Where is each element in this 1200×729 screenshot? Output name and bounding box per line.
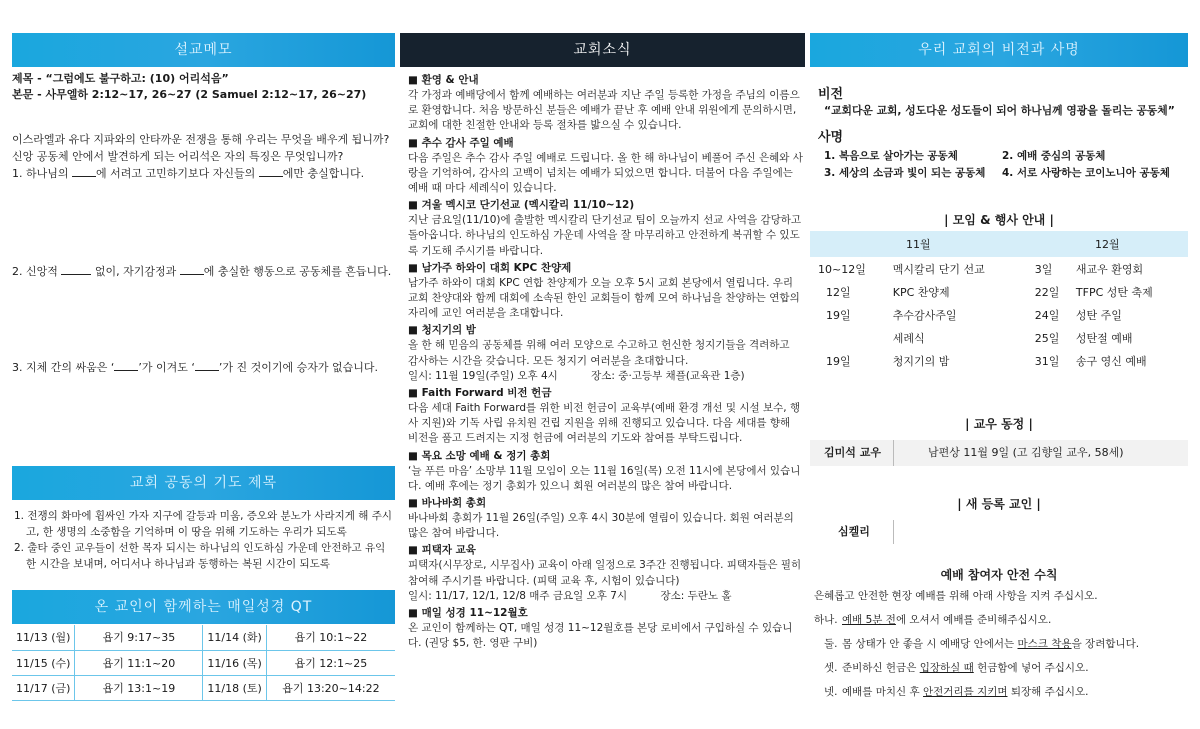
event-date: 10~12일 [818, 262, 866, 276]
mission-item: 2. 예배 중심의 공동체 [1002, 150, 1106, 162]
new-members-title: | 새 등록 교인 | [957, 497, 1041, 511]
safety-number: 셋. [824, 662, 838, 674]
sermon-title [12, 71, 366, 103]
prayer-item: 2. 출타 중인 교우들이 선한 목자 되시는 하나님의 인도하심 가운데 안전하고 유익한 시간을 보내며, 어디서나 하나님과 동행하는 복된 시간이 되도록 [14, 542, 386, 570]
news-body: 바나바회 총회가 11월 26일(주일) 오후 4시 30분에 열림이 있습니다. 회원 여러분의 많은 참여 바랍니다. [408, 512, 794, 540]
news-title: ■ 매일 성경 11~12월호 [408, 607, 528, 620]
news-title: ■ 청지기의 밤 [408, 324, 476, 337]
news-title: ■ 겨울 멕시코 단기선교 (멕시칼리 11/10~12) [408, 199, 635, 212]
fill-blank [72, 166, 96, 177]
news-title: ■ 환영 & 안내 [408, 74, 479, 86]
sermon-question-1 [12, 165, 389, 182]
vision-label: 비전 [818, 87, 844, 102]
fill-blank [259, 166, 283, 177]
event-name: 멕시칼리 단기 선교 [892, 262, 985, 276]
safety-list [814, 608, 1139, 704]
safety-text: 퇴장해 주십시오. [1007, 686, 1089, 698]
news-item [408, 606, 803, 651]
sermon-question-intro-2: 신앙 공동체 안에서 발견하게 되는 어리석은 자의 특징은 무엇입니까? [12, 150, 344, 163]
news-list [408, 71, 803, 651]
news-body: ‘늘 푸른 마음’ 소망부 11월 모임이 오는 11월 16일(목) 오전 11시에 본당에서 있습니다. 예배 후에는 정기 총회가 있으니 회원 여러분의 많은 참여 바랍니다. [408, 464, 801, 492]
qt-date: 11/13 (월) [12, 625, 75, 650]
member-news-title: | 교우 동정 | [965, 417, 1033, 431]
safety-text: 준비하신 헌금은 [842, 662, 920, 674]
event-date: 19일 [826, 354, 851, 368]
vision-column [810, 33, 1188, 729]
q2-part-c: 에 충실한 행동으로 공동체를 흔듭니다. [203, 265, 392, 278]
news-item [408, 136, 803, 197]
fill-blank [114, 360, 138, 371]
sermon-scripture: 본문 - 사무엘하 2:12~17, 26~27 (2 Samuel 2:12~17, 26~27) [12, 88, 367, 101]
divider [893, 520, 894, 544]
event-name: TFPC 성탄 축제 [1075, 285, 1153, 299]
qt-date: 11/18 (토) [203, 675, 266, 700]
news-item [408, 496, 803, 541]
safety-highlight: 안전거리를 지키며 [923, 686, 1008, 698]
safety-highlight: 입장하실 때 [919, 662, 974, 674]
vision-text: “교회다운 교회, 성도다운 성도들이 되어 하나님께 영광을 돌리는 공동체” [824, 104, 1175, 117]
event-date: 12일 [826, 285, 851, 299]
mission-item: 3. 세상의 소금과 빛이 되는 공동체 [824, 167, 986, 179]
news-extra: 일시: 11/17, 12/1, 12/8 매주 금요일 오후 7시 장소: 두란노 홀 [408, 589, 732, 602]
q1-part-b: 에 서려고 고민하기보다 자신들의 [96, 167, 259, 180]
q3-part-c: ’가 진 것이기에 승자가 없습니다. [218, 361, 378, 374]
news-item [408, 386, 803, 447]
news-item [408, 543, 803, 604]
events-col-dec: 12월 [1027, 231, 1188, 257]
event-date [810, 326, 891, 349]
news-title: ■ 바나바회 총회 [408, 497, 487, 510]
table-row [810, 280, 1188, 303]
q2-part-a: 2. 신앙적 [12, 265, 62, 278]
news-body: 온 교인이 함께하는 QT, 매일 성경 11~12월호를 본당 로비에서 구입하실 수 있습니다. (권당 $5, 한. 영판 구비) [408, 622, 793, 650]
event-name: 성탄절 예배 [1075, 331, 1133, 345]
mission-label: 사명 [818, 130, 844, 145]
event-name: 추수감사주일 [892, 308, 957, 322]
news-title: ■ Faith Forward 비전 헌금 [408, 387, 552, 400]
fill-blank [195, 360, 219, 371]
events-col-nov: 11월 [810, 231, 1027, 257]
safety-highlight: 예배 5분 전 [842, 614, 896, 626]
news-body: 다음 세대 Faith Forward를 위한 비전 헌금이 교육부(예배 환경 개선 및 시설 보수, 행사 지원)와 기독 사립 유치원 건립 지원을 위해 진행되고 있습니다. 다음 세대를 향해 비전을 품고 드려지는 지정 헌금에 여러분의 기도와 참여를 부탁드립니다. [408, 402, 801, 445]
table-row [810, 303, 1188, 326]
safety-item [814, 656, 1139, 680]
news-title: ■ 목요 소망 예배 & 정기 총회 [408, 449, 551, 462]
qt-table [12, 625, 395, 701]
new-member-name: 심켈리 [838, 525, 870, 538]
news-body: 다음 주일은 추수 감사 주일 예배로 드립니다. 올 한 해 하나님이 베풀어 주신 은혜와 사랑을 기억하여, 감사의 고백이 넘치는 예배가 되었으면 합니다. 더불어 다음 주일에는 예배 때 마다 세례식이 있습니다. [408, 151, 803, 195]
table-row [12, 625, 395, 650]
fill-blank [61, 264, 91, 275]
events-table [810, 231, 1188, 372]
safety-title: 예배 참여자 안전 수칙 [940, 568, 1058, 582]
safety-item [814, 632, 1139, 656]
news-item [408, 198, 803, 259]
new-member-row [810, 520, 1188, 544]
news-body: 각 가정과 예배당에서 함께 예배하는 여러분과 지난 주일 등록한 가정을 주님의 이름으로 환영합니다. 처음 방문하신 분들은 예배가 끝난 후 예배 안내 위원에게 문의하시면, 교회에 대한 친절한 안내와 등록 절차를 밟으실 수 있습니다. [408, 89, 800, 132]
qt-reading: 욥기 9:17~35 [75, 625, 203, 650]
event-name: 송구 영신 예배 [1075, 354, 1147, 368]
qt-reading: 욥기 10:1~22 [266, 625, 395, 650]
fill-blank [180, 264, 204, 275]
member-name: 김미석 교우 [824, 446, 881, 459]
qt-date: 11/16 (목) [203, 650, 266, 675]
news-extra: 일시: 11월 19일(주일) 오후 4시 장소: 중·고등부 채플(교육관 1층) [408, 369, 745, 382]
news-title: ■ 피택자 교육 [408, 544, 476, 557]
church-news-header: 교회소식 [400, 33, 805, 67]
qt-reading: 욥기 13:20~14:22 [266, 675, 395, 700]
safety-text: 에 오셔서 예배를 준비해주십시오. [895, 614, 1052, 626]
member-news-memo: 남편상 11월 9일 (고 김향일 교우, 58세) [928, 446, 1124, 459]
qt-date: 11/14 (화) [203, 625, 266, 650]
event-date: 24일 [1034, 308, 1060, 322]
table-row [12, 675, 395, 700]
qt-date: 11/15 (수) [12, 650, 75, 675]
event-date: 3일 [1034, 262, 1053, 276]
safety-text: 몸 상태가 안 좋을 시 예배당 안에서는 [842, 638, 1018, 650]
news-item [408, 261, 803, 322]
qt-reading: 욥기 11:1~20 [75, 650, 203, 675]
safety-highlight: 마스크 착용 [1017, 638, 1072, 650]
prayer-list [12, 508, 395, 572]
event-name: KPC 찬양제 [892, 285, 950, 299]
news-body: 올 한 해 믿음의 공동체를 위해 여러 모양으로 수고하고 헌신한 청지기들을 격려하고 감사하는 시간을 갖습니다. 모든 청지기 여러분을 초대합니다. [408, 339, 790, 367]
event-name: 성탄 주일 [1075, 308, 1122, 322]
sermon-column [12, 33, 395, 729]
mission-item: 1. 복음으로 살아가는 공동체 [824, 150, 958, 162]
safety-item [814, 608, 1139, 632]
q3-part-a: 3. 지체 간의 싸움은 ‘ [12, 361, 115, 374]
news-body: 피택자(시무장로, 시무집사) 교육이 아래 일정으로 3주간 진행됩니다. 피택자들은 필히 참여해 주시기를 바랍니다. (피택 교육 후, 시험이 있습니다) [408, 559, 802, 587]
prayer-item: 1. 전쟁의 화마에 휩싸인 가자 지구에 갈등과 미움, 증오와 분노가 사라지게 해 주시고, 한 생명의 소중함을 기억하며 이 땅을 위해 기도하는 우리가 되도록 [14, 510, 392, 538]
news-title: ■ 남가주 하와이 대회 KPC 찬양제 [408, 261, 572, 274]
safety-text: 헌금함에 넣어 주십시오. [973, 662, 1089, 674]
event-date: 31일 [1034, 354, 1060, 368]
safety-intro: 은혜롭고 안전한 현장 예배를 위해 아래 사항을 지켜 주십시오. [814, 590, 1098, 602]
table-row [810, 349, 1188, 372]
member-news-row [810, 440, 1188, 466]
news-item [408, 323, 803, 384]
qt-reading: 욥기 13:1~19 [75, 675, 203, 700]
mission-list [824, 148, 1180, 182]
news-body: 지난 금요일(11/10)에 출발한 멕시칼리 단기선교 팀이 오늘까지 선교 사역을 감당하고 돌아옵니다. 하나님의 인도하심 가운데 사역을 잘 마무리하고 안전하게 복귀할 수 있도록 기도해 주시기를 바랍니다. [408, 214, 802, 257]
event-date: 19일 [826, 308, 851, 322]
event-name: 세례식 [892, 331, 925, 345]
sermon-intro [12, 131, 389, 182]
safety-number: 넷. [824, 686, 838, 698]
vision-mission-header: 우리 교회의 비전과 사명 [810, 33, 1188, 67]
news-column [400, 33, 805, 729]
mission-item: 4. 서로 사랑하는 코이노니아 공동체 [1002, 167, 1170, 179]
safety-text: 을 장려합니다. [1071, 638, 1140, 650]
sermon-question-3 [12, 359, 378, 376]
safety-number: 둘. [824, 638, 838, 650]
table-row [810, 257, 1188, 280]
event-name: 새교우 환영회 [1075, 262, 1144, 276]
sermon-question-intro-1: 이스라엘과 유다 지파와의 안타까운 전쟁을 통해 우리는 무엇을 배우게 됩니까? [12, 133, 390, 146]
sermon-memo-header: 설교메모 [12, 33, 395, 67]
safety-item [814, 680, 1139, 704]
event-date: 25일 [1034, 331, 1060, 345]
q3-part-b: ’가 이겨도 ‘ [138, 361, 195, 374]
q1-part-a: 1. 하나님의 [12, 167, 72, 180]
sermon-title-line: 제목 - “그럼에도 불구하고: (10) 어리석음” [12, 72, 229, 85]
q2-part-b: 없이, 자기감정과 [91, 265, 180, 278]
q1-part-c: 에만 충실합니다. [282, 167, 365, 180]
sermon-question-2 [12, 263, 391, 280]
news-title: ■ 추수 감사 주일 예배 [408, 136, 514, 149]
news-item [408, 73, 803, 134]
qt-header: 온 교인이 함께하는 매일성경 QT [12, 590, 395, 624]
events-title: | 모임 & 행사 안내 | [944, 213, 1054, 227]
news-item [408, 449, 803, 494]
qt-reading: 욥기 12:1~25 [266, 650, 395, 675]
news-body: 남가주 하와이 대회 KPC 연합 찬양제가 오늘 오후 5시 교회 본당에서 열립니다. 우리 교회 찬양대와 함께 대회에 소속된 한인 교회들이 함께 모여 하나님을 찬양하는 연합의 자리에 교인 여러분을 초대합니다. [408, 276, 800, 320]
event-name: 청지기의 밤 [892, 354, 950, 368]
qt-date: 11/17 (금) [12, 675, 75, 700]
prayer-header: 교회 공동의 기도 제목 [12, 466, 395, 500]
table-row [810, 326, 1188, 349]
safety-number: 하나. [814, 614, 838, 626]
safety-text: 예배를 마치신 후 [842, 686, 924, 698]
table-row [12, 650, 395, 675]
event-date: 22일 [1034, 285, 1060, 299]
events-header-row [810, 231, 1188, 257]
divider [893, 440, 894, 466]
